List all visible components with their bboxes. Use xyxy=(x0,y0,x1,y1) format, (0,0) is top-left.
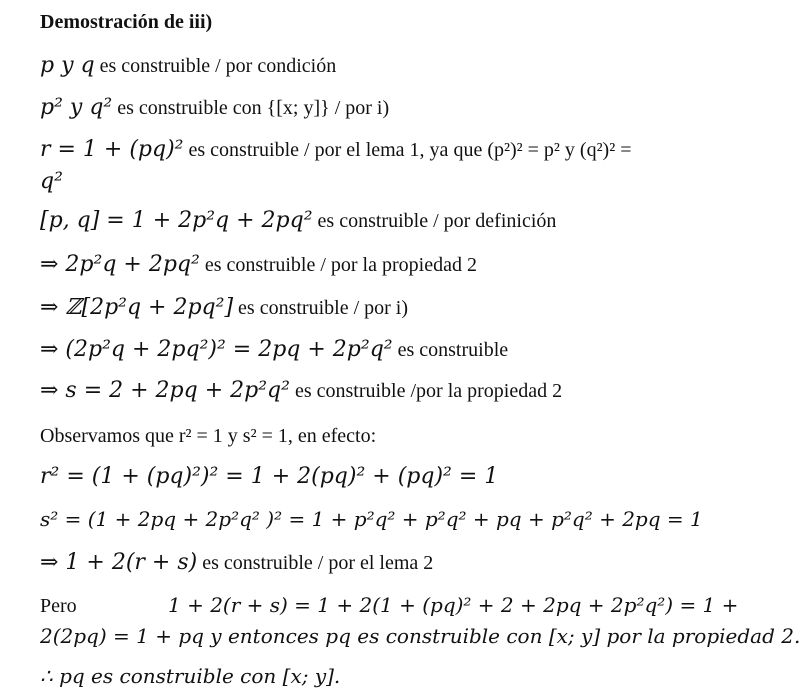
text-justification: es construible / por condición xyxy=(94,55,337,77)
math-expression: s² = (1 + 2pq + 2p²q² )² = 1 + p²q² + p²q² + pq + p²q² + 2pq = 1 xyxy=(40,507,703,531)
text-justification: es construible / por el lema 2 xyxy=(197,552,434,574)
text-justification: es construible / por el lema 1, ya que (p²)² = p² y (q²)² = xyxy=(183,139,632,161)
math-expression: p² y q² xyxy=(40,95,113,120)
proof-line-7 xyxy=(40,339,508,361)
math-expression: ⇒ ℤ[2p²q + 2pq²] xyxy=(40,295,234,320)
conclusion xyxy=(40,666,340,687)
math-expression: [p, q] = 1 + 2p²q + 2pq² xyxy=(40,208,313,233)
proof-line-8 xyxy=(40,380,562,402)
math-expression: ⇒ (2p²q + 2pq²)² = 2pq + 2p²q² xyxy=(40,337,393,362)
pero-label: Pero xyxy=(40,595,77,617)
proof-line-3-continuation xyxy=(40,171,63,193)
proof-line-1 xyxy=(40,55,336,77)
proof-line-9 xyxy=(40,425,376,447)
text-justification: es construible xyxy=(392,339,509,361)
proof-line-3 xyxy=(40,139,632,161)
pero-equation xyxy=(168,595,738,616)
pero-continuation xyxy=(40,626,800,647)
proof-line-6 xyxy=(40,297,408,319)
math-expression: r² = (1 + (pq)²)² = 1 + 2(pq)² + (pq)² = 1 xyxy=(40,464,499,489)
text-justification: es construible con {[x; y]} / por i) xyxy=(112,97,390,119)
math-expression: r = 1 + (pq)² xyxy=(40,137,184,162)
proof-line-11 xyxy=(40,509,703,530)
text-justification: es construible / por la propiedad 2 xyxy=(199,254,477,276)
math-expression: ⇒ 2p²q + 2pq² xyxy=(40,252,200,277)
proof-line-12 xyxy=(40,552,433,574)
proof-line-10 xyxy=(40,466,498,488)
proof-line-4 xyxy=(40,210,556,232)
math-expression: ⇒ s = 2 + 2pq + 2p²q² xyxy=(40,378,290,403)
math-expression: p y q xyxy=(40,53,95,78)
text-justification: Observamos que r² = 1 y s² = 1, en efecto: xyxy=(40,425,377,447)
math-expression: ∴ pq es construible con [x; y]. xyxy=(40,664,341,688)
math-expression: ⇒ 1 + 2(r + s) xyxy=(40,550,198,575)
math-expression: 2(2pq) = 1 + pq y entonces pq es construible con [x; y] por la propiedad 2. xyxy=(40,624,801,648)
math-expression: q² xyxy=(40,169,63,194)
text-justification: es construible /por la propiedad 2 xyxy=(289,380,563,402)
math-expression: 1 + 2(r + s) = 1 + 2(1 + (pq)² + 2 + 2pq + 2p²q²) = 1 + xyxy=(168,593,739,617)
proof-line-5 xyxy=(40,254,477,276)
proof-title: Demostración de iii) xyxy=(40,11,213,33)
text-justification: es construible / por i) xyxy=(233,297,409,319)
text-justification: es construible / por definición xyxy=(312,210,557,232)
proof-line-2 xyxy=(40,97,389,119)
